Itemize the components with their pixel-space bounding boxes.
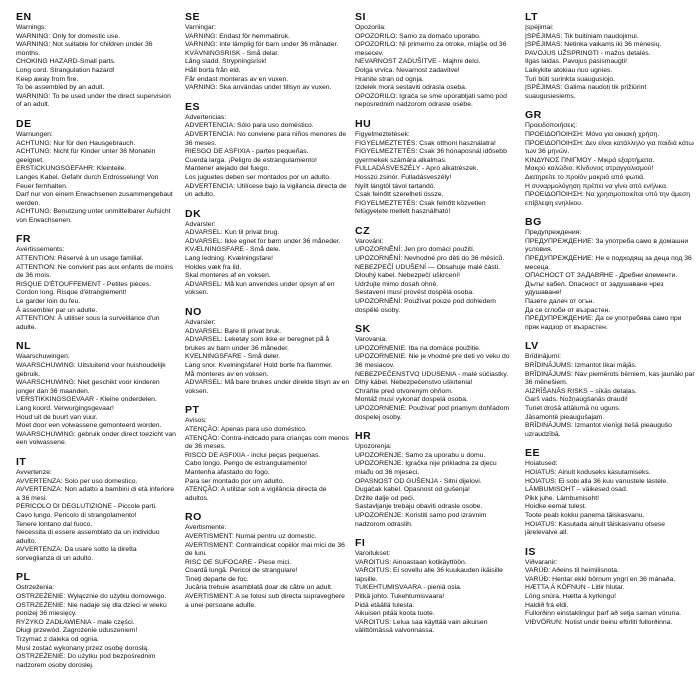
- column-4: [525, 12, 697, 636]
- warning-line: ОПАСНОСТ ОТ ЗАДАВЯНЕ - Дребни елементи.: [525, 272, 678, 280]
- language-section-sk: [355, 324, 510, 422]
- language-code: SI: [355, 11, 366, 23]
- warning-line: TUKEHTUMISVAARA - pieniä osia.: [355, 584, 462, 592]
- warning-line: ACHTUNG: Nur für den Hausgebrauch.: [16, 139, 136, 147]
- warning-line: ПРЕДУПРЕЖДЕНИЕ: Да се употребява само при пряк надзор от възрастен.: [525, 315, 682, 331]
- warning-line: Löng snúra. Hætta á kyrkingu!: [525, 593, 617, 601]
- warning-line: OPOZORILO: Samo za domačo uporabo.: [355, 32, 481, 40]
- language-code: BG: [525, 216, 542, 229]
- warning-line: RISCO DE ASFIXIA - inclui peças pequenas.: [185, 451, 321, 459]
- warning-line: AVERTISMENT: Contraindicat copiilor mai mici de 36 de luni.: [185, 541, 345, 558]
- warning-line: RISQUE D'ÉTOUFFEMENT - Petites pièces.: [16, 280, 152, 288]
- warning-line: ADVARSEL: Ikke egnet for børn under 36 måneder.: [185, 237, 341, 245]
- warning-line: VERSTIKKINGSGEVAAR - Kleine onderdelen.: [16, 396, 157, 404]
- language-code: DE: [16, 117, 32, 130]
- section-heading: Figyelmeztetések:: [355, 130, 410, 138]
- warning-line: Udržujte mimo dosah ohně.: [355, 280, 439, 288]
- language-code: HU: [355, 117, 372, 130]
- warning-line: BRĪDINĀJUMS: Izmantot tikai mājās.: [525, 362, 637, 369]
- warning-line: Cavo lungo. Pericolo di strangolamento!: [16, 511, 137, 519]
- warning-line: Cabo longo. Perigo de estrangulamento!: [185, 460, 308, 468]
- section-heading: Ostrzeżenia:: [16, 584, 55, 592]
- warning-line: FIGYELMEZTETÉS: Csak otthoni használatra!: [355, 139, 496, 147]
- section-heading: Avisos:: [185, 417, 207, 425]
- warning-line: HOIATUS: Ainult koduseks kasutamiseks.: [525, 468, 651, 476]
- language-code: CZ: [355, 224, 370, 237]
- warning-line: RISC DE SUFOCARE - Piese mici.: [185, 558, 292, 566]
- section-heading: Viðvaranir:: [525, 558, 558, 566]
- warning-line: VARNING: Endast för hemmabruk.: [185, 32, 290, 40]
- warning-line: Mantener alejado del fuego.: [185, 165, 270, 173]
- language-section-si: [355, 12, 510, 110]
- warning-line: ΚΙΝΔΥΝΟΣ ΠΝΙΓΜΟΥ - Μικρά εξαρτήματα.: [525, 156, 655, 164]
- warning-line: ADVARSEL: Må kun anvendes under opsyn af en voksen.: [185, 280, 335, 297]
- warning-line: Long cord. Strangulation hazard!: [16, 66, 115, 74]
- warning-line: Dugačak kabel. Opasnost od gušenja!: [355, 486, 470, 494]
- section-heading: Varoitukset:: [355, 550, 391, 558]
- warning-line: Dlhý kábel. Nebezpečenstvo uškrtenia!: [355, 379, 473, 387]
- warning-line: À assembler par un adulte.: [16, 306, 98, 314]
- warning-line: OSTRZEŻENIE: Wyłącznie do użytku domowego.: [16, 593, 167, 601]
- warning-line: AVERTISMENT: A se folosi sub directa supraveghere a unei persoane adulte.: [185, 593, 345, 609]
- warning-line: VAROITUS: Ainoastaan kotikäyttöön.: [355, 558, 467, 566]
- section-heading: Warnings:: [16, 24, 47, 31]
- section-heading: Varování:: [355, 237, 384, 245]
- language-section-pt: [185, 405, 350, 503]
- warning-line: RIESGO DE ASFIXIA - partes pequeñas.: [185, 148, 309, 156]
- section-heading: Avertissements:: [16, 246, 65, 254]
- warning-line: ADVARSEL: Må bare brukes under direkte tilsyn av en voksen.: [185, 379, 350, 395]
- language-section-ee: [525, 448, 697, 537]
- warning-line: Pidä etäällä tulesta.: [355, 601, 415, 609]
- language-code: IS: [525, 545, 536, 558]
- warning-line: Håll borta från eld.: [185, 66, 241, 74]
- warning-line: FIGYELMEZTETÉS: Csak felnőtt közvetlen felügyelete mellett használható!: [355, 199, 486, 216]
- warning-line: VARÚÐ: Hentar ekki börnum yngri en 36 mánaða.: [525, 575, 676, 583]
- warning-line: Lång sladd. Strypningsrisk!: [185, 58, 267, 66]
- warning-line: Fullorðinn einstaklingur þarf að setja saman vöruna.: [525, 610, 682, 618]
- warning-line: UPOZORNĚNÍ: Jen pro domácí použití.: [355, 246, 475, 254]
- language-section-dk: [185, 209, 350, 298]
- language-section-fi: [355, 538, 510, 636]
- warning-line: ATENÇÃO: Apenas para uso doméstico.: [185, 425, 307, 433]
- warning-line: Necessita di essere assemblato da un individuo adulto.: [16, 529, 160, 545]
- warning-line: WAARSCHUWING: gebruik onder direct toezicht van een volwassene.: [16, 430, 176, 447]
- warning-line: Sestavení musí provést dospělá osoba.: [355, 289, 475, 297]
- warning-line: UPOZORNENIE: Nie je vhodné pre deti vo veku do 36 mesiacov.: [355, 353, 510, 369]
- language-code: FI: [355, 537, 366, 550]
- warning-line: VIÐVÖRUN: Notist undir beinu eftirliti fullorðinna.: [525, 618, 673, 626]
- warning-line: PAVOJUS UŽSPRINGTI - mažos detalės.: [525, 49, 651, 57]
- warning-line: HOIATUS: Kasutada ainult täiskasvanu otsese järelevalve all.: [525, 520, 666, 537]
- warning-line: ATENÇÃO: Contra-indicado para crianças com menos de 36 meses.: [185, 434, 349, 451]
- warning-line: BRĪDINĀJUMS: Izmantot vienīgi tiešā pieaugušo uzraudzībā.: [525, 422, 672, 438]
- language-section-nl: [16, 341, 176, 448]
- warning-line: Μακρύ καλώδιο. Κίνδυνος στραγγαλισμού!: [525, 165, 654, 173]
- language-section-fr: [16, 234, 176, 332]
- warning-line: AVVERTENZA: Solo per uso domestico.: [16, 477, 138, 485]
- warning-line: Holdes væk fra ild.: [185, 263, 242, 271]
- warning-line: Musi zostać wykonany przez osobę dorosłą.: [16, 644, 149, 652]
- warning-line: ACHTUNG: Benutzung unter unmittelbarer Aufsicht von Erwachsenen.: [16, 208, 171, 224]
- warning-line: Mantenha afastado do fogo.: [185, 468, 270, 476]
- warning-line: Keep away from fire.: [16, 75, 79, 83]
- warning-line: UPOZORENJE: Igračka nije prikladna za djecu mlađu od 36 mjeseci.: [355, 460, 497, 476]
- warning-line: UPOZORNĚNÍ: Používat pouze pod dohledem dospělé osoby.: [355, 298, 496, 314]
- warning-line: Chráňte pred otvoreným ohňom.: [355, 387, 453, 395]
- language-section-en: [16, 12, 176, 110]
- language-section-is: [525, 547, 697, 628]
- section-heading: Avertismente:: [185, 524, 227, 532]
- warning-line: OSTRZEŻENIE: Do użytku pod bezpośrednim nadzorem osoby dorosłej.: [16, 653, 156, 669]
- warning-line: HOIATUS: Ei sobi alla 36 kuu vanustele lastele.: [525, 477, 669, 485]
- warning-line: ĮSPĖJIMAS: Netinka vaikams iki 36 mėnesių.: [525, 41, 662, 49]
- warning-line: RYZYKO ZADŁAWIENIA - małe części.: [16, 618, 135, 626]
- warning-line: ATTENTION: Réservé à un usage familial.: [16, 255, 144, 263]
- warning-line: Aikuisen pitää koota tuote.: [355, 610, 435, 618]
- warning-line: Dlouhý kabel. Nebezpečí uškrcení!: [355, 272, 461, 280]
- section-heading: Warnungen:: [16, 130, 53, 138]
- language-section-cz: [355, 226, 510, 315]
- warning-line: Garš vads. Nožņaugšanās draudi!: [525, 396, 628, 404]
- warning-line: VAROITUS: Lelua saa käyttää vain aikuisen välittömässä valvonnassa.: [355, 618, 488, 635]
- language-section-ro: [185, 512, 350, 610]
- warning-line: CHOKING HAZARD-Small parts.: [16, 58, 116, 66]
- section-heading: Advertencias:: [185, 113, 227, 121]
- language-code: NL: [16, 340, 31, 353]
- warning-line: ĮSPĖJIMAS: Tik buitiniam naudojimui.: [525, 32, 639, 40]
- warning-line: UPOZORNENIE: Používať pod priamym dohľadom dospelej osoby.: [355, 404, 510, 421]
- language-section-it: [16, 457, 176, 564]
- warning-line: BRĪDINĀJUMS: Nav piemērots bērniem, kas jaunāki par 36 mēnešiem.: [525, 370, 695, 387]
- warning-line: UPOZORNĚNÍ: Nevhodné pro děti do 36 měsíců.: [355, 255, 505, 263]
- warning-line: AVERTISMENT: Numai pentru uz domestic.: [185, 532, 317, 540]
- warning-line: Cordon long. Risque d'étranglement!: [16, 289, 127, 297]
- section-heading: Varningar:: [185, 24, 216, 31]
- language-section-gr: [525, 110, 697, 208]
- language-code: SK: [355, 323, 371, 336]
- warning-line: ПРЕДУПРЕЖДЕНИЕ: За употреба само в домашни условия.: [525, 237, 689, 254]
- language-code: LT: [525, 11, 539, 23]
- section-heading: Brīdinājumi:: [525, 353, 561, 361]
- language-code: SE: [185, 11, 201, 23]
- warning-line: ΠΡΟΕΙΔΟΠΟΙΗΣΗ: Μόνο για οικιακή χρήση.: [525, 130, 660, 138]
- warning-line: ERSTICKUNGSGEFAHR: Kleinteile.: [16, 165, 127, 173]
- warning-line: ĮSPĖJIMAS: Galima naudoti tik prižiūrint suaugusiesiems.: [525, 84, 647, 100]
- warning-line: PERICOLO DI DEGLUTIZIONE - Piccole parti.: [16, 503, 157, 511]
- warning-line: ADVERTENCIA: Utilícese bajo la vigilancia directa de un adulto.: [185, 182, 347, 199]
- language-code: FR: [16, 233, 31, 246]
- language-section-hu: [355, 119, 510, 217]
- warning-line: OPASNOST OD GUŠENJA - Sitni dijelovi.: [355, 477, 482, 485]
- warning-line: Montáž musí vykonať dospelá osoba.: [355, 396, 468, 404]
- warning-line: Ilgas laidas. Pavojus pasismaugti!: [525, 58, 628, 66]
- warning-line: KVÄVNINGSRISK - Små delar.: [185, 49, 280, 57]
- warning-line: Да се сглоби от възрастен.: [525, 306, 611, 314]
- warning-line: Turi būti surinkta suaugusiojo.: [525, 75, 616, 83]
- warning-line: UPOZORENJE: Koristiti samo pod izravnim nadzorom odraslih.: [355, 511, 487, 528]
- warning-line: Jucăria trebuie asamblată doar de către un adult.: [185, 584, 333, 592]
- warning-line: VARNING: Ska användas under tillsyn av vuxen.: [185, 84, 332, 92]
- warning-line: Darf nur von einem Erwachsenen zusammengebaut werden.: [16, 191, 173, 207]
- language-code: EN: [16, 11, 32, 23]
- warning-line: FULLADÁSVESZÉLY - Apró alkatrészek.: [355, 165, 479, 173]
- warning-line: Le garder loin du feu.: [16, 298, 81, 306]
- language-section-hr: [355, 431, 510, 529]
- section-heading: Avvertenze:: [16, 468, 52, 476]
- warning-line: NEBEZPEČÍ UDUŠENÍ — Obsahuje malé části.: [355, 263, 501, 271]
- language-code: LV: [525, 340, 539, 353]
- warning-line: Los juguetes deben ser montados por un adulto.: [185, 173, 331, 181]
- warning-line: ATENÇÃO: A utilizar sob a vigilância directa de adultos.: [185, 486, 327, 502]
- language-section-es: [185, 102, 350, 200]
- warning-line: WARNING: Not suitable for children under 36 months.: [16, 41, 153, 57]
- language-section-pl: [16, 572, 176, 670]
- warning-line: UPOZORNENIE: Iba na domáce použitie.: [355, 344, 481, 352]
- warning-line: Trzymać z daleka od ognia.: [16, 636, 99, 644]
- warning-line: Tineți departe de foc.: [185, 575, 249, 583]
- language-code: RO: [185, 511, 202, 524]
- warning-line: WAARSCHUWING: Niet geschikt voor kinderen jonger dan 36 maanden.: [16, 379, 160, 395]
- column-1: [16, 12, 176, 679]
- warning-line: Hranite stran od ognja.: [355, 75, 424, 83]
- warning-line: VARÚÐ: Aðeins til heimilisnota.: [525, 567, 619, 575]
- warning-line: NEVARNOST ZADUŠITVE - Majhni delci.: [355, 58, 481, 66]
- warning-line: Haldið frá eldi.: [525, 601, 569, 609]
- warning-line: Lang snor. Kvelningsfare! Hold borte fra flammer.: [185, 362, 333, 369]
- section-heading: Waarschuwingen:: [16, 353, 70, 361]
- warning-line: Turiet drošā attālumā no uguns.: [525, 404, 621, 412]
- warning-line: Hoidke eemal tulest.: [525, 503, 587, 511]
- warning-line: ATTENTION: Ne convient pas aux enfants de moins de 36 mois.: [16, 263, 174, 280]
- warning-line: HÆTTA Á KÖFNUN - Litlir hlutar.: [525, 584, 625, 592]
- warning-line: KVÆLNINGSFARE - Små dele.: [185, 246, 281, 254]
- warning-line: Tenere lontano dal fuoco.: [16, 520, 93, 528]
- warning-line: Držite dalje od peći.: [355, 494, 415, 502]
- warning-line: Lang ledning. Kvælningsfare!: [185, 255, 274, 263]
- warning-line: Moet door een volwassene gemonteerd worden.: [16, 422, 162, 430]
- warning-line: AVVERTENZA: Da usare sotto la diretta sorveglianza di un adulto.: [16, 546, 137, 562]
- warning-line: FIGYELMEZTETÉS: Csak 36 hónaposnál idősebb gyermekek számára alkalmas.: [355, 148, 507, 164]
- section-heading: Προειδοποιήσεις:: [525, 122, 578, 130]
- warning-line: Csak felnőtt szerelheti össze.: [355, 191, 444, 199]
- warning-line: ATTENTION: À utiliser sous la surveillance d'un adulte.: [16, 315, 160, 331]
- warning-line: ADVARSEL: Bare til privat bruk.: [185, 327, 282, 335]
- warning-line: VAROITUS: Ei sovellu alle 36 kuukauden ikäisille lapsille.: [355, 567, 503, 583]
- warning-line: OPOZORILO: Igrača se sme uporabljati samo pod neposrednim nadzorom odrasle osebe.: [355, 92, 507, 109]
- section-heading: Advarsler:: [185, 220, 216, 228]
- warning-line: OPOZORILO: Ni primerno za otroke, mlajše od 36 mesecev.: [355, 41, 507, 57]
- section-heading: Opozorila:: [355, 24, 386, 31]
- warning-line: WARNING: Only for domestic use.: [16, 32, 120, 40]
- warning-line: ADVARSEL: Leketøy som ikke er beregnet på å brukes av barn under 36 måneder.: [185, 336, 330, 352]
- language-section-bg: [525, 217, 697, 332]
- warning-line: Skal monteres af en voksen.: [185, 272, 271, 280]
- warning-line: KVELNINGSFARE - Små deler.: [185, 353, 281, 361]
- language-code: ES: [185, 100, 201, 113]
- warning-line: VARNING: Inte lämplig för barn under 36 månader.: [185, 41, 339, 49]
- warning-line: AIZRĪŠANĀS RISKS – sīkās detaļas.: [525, 387, 637, 395]
- warning-line: Pikk juhe. Lämbumisoht!: [525, 494, 600, 502]
- warning-line: Długi przewód. Zagrożenie uduszeniem!: [16, 627, 138, 635]
- warning-line: OSTRZEŻENIE: Nie nadaje się dla dzieci w wieku poniżej 36 miesięcy.: [16, 601, 167, 618]
- language-section-se: [185, 12, 350, 93]
- warning-line: Får endast monteras av en vuxen.: [185, 75, 289, 83]
- warning-line: Para ser montado por um adulto.: [185, 477, 285, 485]
- language-code: IT: [16, 455, 27, 468]
- warning-line: Дълъг кабел. Опасност от задушаване чрез удушаване!: [525, 280, 664, 297]
- section-heading: Varovania:: [355, 336, 387, 344]
- section-heading: Предупреждения:: [525, 229, 582, 237]
- warning-line: ΠΡΟΕΙΔΟΠΟΙΗΣΗ: Δεν είναι κατάλληλο για παιδιά κάτω των 36 μηνών.: [525, 139, 694, 156]
- column-2: [185, 12, 350, 619]
- warning-line: UPOZORENJE: Samo za uporabu u domu.: [355, 451, 486, 459]
- warning-line: Η συναρμολόγηση πρέπει να γίνει από ενήλικα.: [525, 182, 668, 190]
- section-heading: Hoiatused:: [525, 460, 558, 468]
- warning-line: Sastavljanje trebaju obaviti odrasle osobe.: [355, 503, 483, 511]
- language-section-de: [16, 119, 176, 226]
- warning-line: Dolga vrvica. Nevarnost zadavitve!: [355, 66, 460, 74]
- warning-line: Houd uit de buurt van vuur.: [16, 413, 98, 421]
- warning-line: ADVARSEL: Kun til privat brug.: [185, 229, 280, 237]
- section-heading: Upozorenja:: [355, 443, 392, 451]
- warning-line: To be assembled by an adult.: [16, 84, 105, 92]
- warning-line: Пазете далеч от огън.: [525, 298, 595, 306]
- warning-line: ΠΡΟΕΙΔΟΠΟΙΗΣΗ: Να χρησιμοποιείται υπό την άμεση επίβλεψη ενηλίκου.: [525, 191, 690, 207]
- warning-line: ADVERTENCIA: Sólo para uso doméstico.: [185, 122, 314, 130]
- warning-line: Toote peab kokku panema täiskasvanu.: [525, 511, 645, 519]
- warning-line: Nyílt lángtól távol tartandó.: [355, 182, 436, 190]
- warning-line: Hosszú zsinór. Fulladásveszély!: [355, 173, 452, 181]
- language-code: NO: [185, 306, 202, 319]
- warning-line: WARNING: To be used under the direct supervision of an adult.: [16, 92, 171, 109]
- warning-line: Διατηρείτε το προϊόν μακριά από φωτιά.: [525, 173, 645, 181]
- warning-line: ПРЕДУПРЕЖДЕНИЕ: Не е подходящ за деца под 36 месеца.: [525, 255, 692, 271]
- warning-line: Izdelek mora sestaviti odrasla oseba.: [355, 84, 467, 92]
- language-section-no: [185, 307, 350, 396]
- language-section-lt: [525, 12, 697, 101]
- language-section-lv: [525, 341, 697, 439]
- language-code: PT: [185, 404, 200, 417]
- warning-line: Pitkä johto. Tukehtumisvaara!: [355, 593, 445, 601]
- section-heading: Įspėjimai:: [525, 24, 554, 31]
- language-code: PL: [16, 571, 31, 584]
- warning-line: Cuerda larga. ¡Peligro de estrangulamiento!: [185, 156, 317, 164]
- warning-line: Coardă lungă. Pericol de strangulare!: [185, 567, 298, 575]
- warning-line: WAARSCHUWING: Uitsluitend voor huishoudelijk gebruik.: [16, 362, 166, 378]
- warning-line: Laikykite atokiau nuo ugnies.: [525, 66, 613, 74]
- language-code: DK: [185, 207, 202, 220]
- warning-line: Lang koord. Verwurgingsgevaar!: [16, 404, 114, 412]
- warning-line: Langes Kabel. Gefahr durch Erdrosselung! Von Feuer fernhalten.: [16, 173, 159, 190]
- warning-line: Må monteres av en voksen.: [185, 370, 269, 378]
- language-code: EE: [525, 447, 541, 460]
- warning-line: NEBEZPEČENSTVO UDUSENIA - malé súčiastky.: [355, 370, 509, 378]
- warning-line: Jāsamontē pieaugušajam.: [525, 413, 605, 421]
- warning-line: AVVERTENZA: Non adatto a bambini di età inferiore a 36 mesi.: [16, 486, 175, 502]
- language-code: GR: [525, 109, 542, 122]
- warning-line: ADVERTENCIA: No conviene para niños menores de 36 meses.: [185, 130, 347, 147]
- section-heading: Advarsler:: [185, 319, 216, 327]
- language-code: HR: [355, 430, 372, 443]
- warning-line: ACHTUNG: Nicht für Kinder unter 36 Monaten geeignet.: [16, 148, 156, 164]
- warning-line: LÄMBUMISOHT – väikesed osad.: [525, 486, 628, 494]
- column-3: [355, 12, 510, 645]
